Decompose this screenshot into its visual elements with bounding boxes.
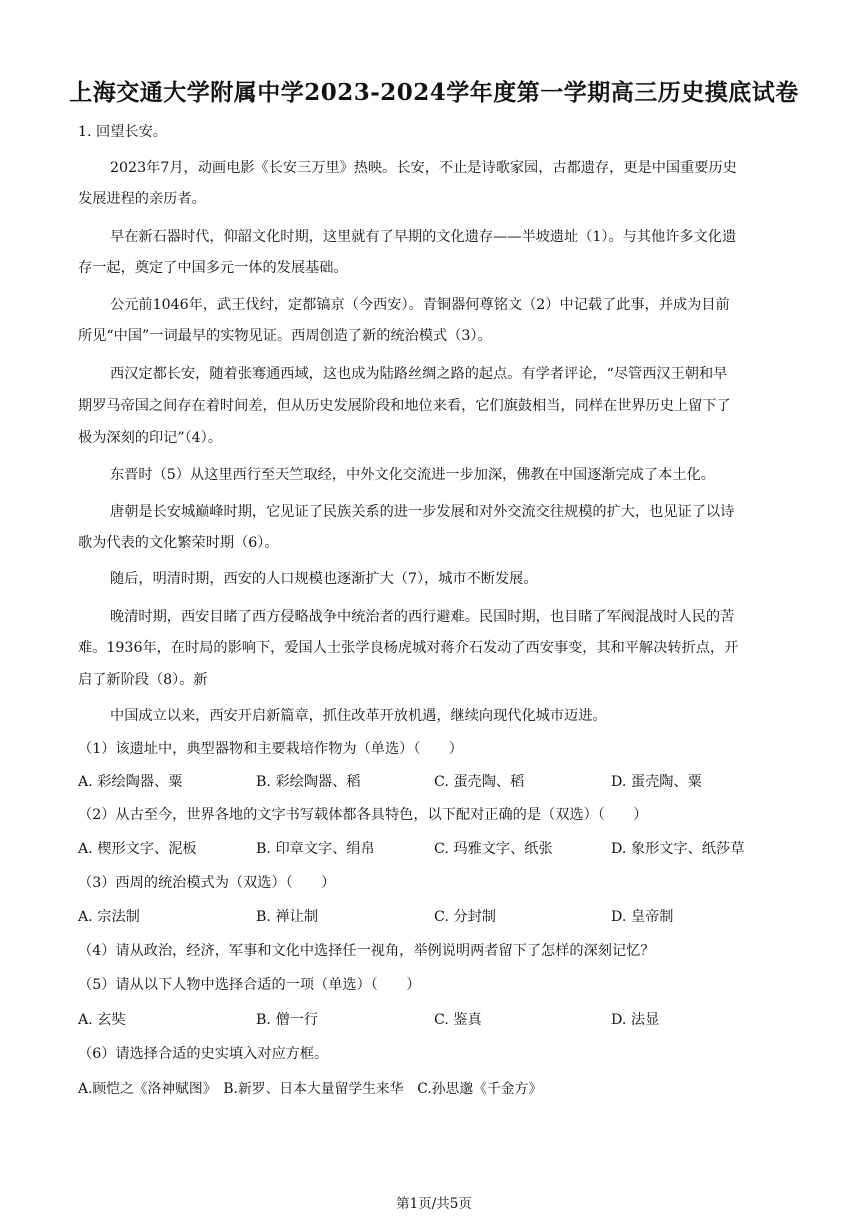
passage-line: 中国成立以来，西安开启新篇章，抓住改革开放机遇，继续向现代化城市迈进。: [110, 708, 607, 724]
option-c[interactable]: C. 玛雅文字、纸张: [434, 841, 553, 857]
passage-line: 2023年7月，动画电影《长安三万里》热映。长安，不止是诗歌家园，古都遗存，更是中国重要历史: [110, 160, 737, 176]
passage-line: 启了新阶段（8）。新: [78, 672, 208, 688]
option-c[interactable]: C. 分封制: [434, 909, 496, 925]
passage-line: 西汉定都长安，随着张骞通西域，这也成为陆路丝绸之路的起点。有学者评论，“尽管西汉王朝和早: [110, 366, 728, 382]
option-a[interactable]: A. 楔形文字、泥板: [78, 841, 197, 857]
passage-line: 期罗马帝国之间存在着时间差，但从历史发展阶段和地位来看，它们旗鼓相当，同样在世界历史上留下了: [78, 398, 731, 414]
passage-line: 歌为代表的文化繁荣时期（6）。: [78, 535, 279, 551]
question-1-stem: （1）该遗址中，典型器物和主要栽培作物为（单选）（ ）: [78, 741, 463, 757]
question-1-options: [78, 771, 798, 793]
page-title: 上海交通大学附属中学2023-2024学年度第一学期高三历史摸底试卷: [69, 79, 799, 106]
passage-line: 早在新石器时代，仰韶文化时期，这里就有了早期的文化遗存——半坡遗址（1）。与其他许多文化遗: [110, 229, 737, 245]
option-b[interactable]: B. 僧一行: [256, 1012, 319, 1028]
passage-line: 存一起，奠定了中国多元一体的发展基础。: [78, 260, 348, 276]
question-6-stem: （6）请选择合适的史实填入对应方框。: [78, 1046, 329, 1062]
option-d[interactable]: D. 法显: [611, 1012, 660, 1028]
question-heading: 1. 回望长安。: [78, 124, 167, 140]
passage-line: 极为深刻的印记”（4）。: [78, 430, 222, 446]
passage-line: 唐朝是长安城巅峰时期，它见证了民族关系的进一步发展和对外交流交往规模的扩大，也见证了以诗: [110, 504, 735, 520]
option-c[interactable]: C. 鉴真: [434, 1012, 482, 1028]
passage-line: 东晋时（5）从这里西行至天竺取经，中外文化交流进一步加深，佛教在中国逐渐完成了本土化。: [110, 467, 715, 483]
option-a[interactable]: A. 玄奘: [78, 1012, 126, 1028]
question-5-options: [78, 1009, 798, 1031]
option-b[interactable]: B. 彩绘陶器、稻: [256, 774, 361, 790]
question-4-stem: （4）请从政治，经济，军事和文化中选择任一视角，举例说明两者留下了怎样的深刻记忆？: [78, 943, 655, 959]
option-d[interactable]: D. 皇帝制: [611, 909, 674, 925]
passage-line: 随后，明清时期，西安的人口规模也逐渐扩大（7），城市不断发展。: [110, 571, 538, 587]
option-b[interactable]: B. 禅让制: [256, 909, 319, 925]
passage-line: 所见“中国”一词最早的实物见证。西周创造了新的统治模式（3）。: [78, 328, 492, 344]
option-d[interactable]: D. 象形文字、纸莎草: [611, 841, 745, 857]
passage-line: 发展进程的亲历者。: [78, 191, 206, 207]
question-2-stem: （2）从古至今，世界各地的文字书写载体都各具特色，以下配对正确的是（双选）（ ）: [78, 807, 648, 823]
passage-line: 难。1936年，在时局的影响下，爱国人士张学良杨虎城对蒋介石发动了西安事变，其和平解决转折点，开: [78, 640, 739, 656]
question-2-options: [78, 838, 798, 860]
option-a[interactable]: A. 宗法制: [78, 909, 140, 925]
option-d[interactable]: D. 蛋壳陶、粟: [611, 774, 702, 790]
question-6-choices: A.顾恺之《洛神赋图》 B.新罗、日本大量留学生来华 C.孙思邈《千金方》: [78, 1081, 543, 1097]
passage-line: 公元前1046年，武王伐纣，定都镐京（今西安）。青铜器何尊铭文（2）中记载了此事，并成为目前: [110, 297, 730, 313]
passage-line: 晚清时期，西安目睹了西方侵略战争中统治者的西行避难。民国时期，也目睹了军阀混战时人民的苦: [110, 609, 735, 625]
question-3-stem: （3）西周的统治模式为（双选）（ ）: [78, 875, 336, 891]
option-c[interactable]: C. 蛋壳陶、稻: [434, 774, 525, 790]
question-5-stem: （5）请从以下人物中选择合适的一项（单选）（ ）: [78, 977, 421, 993]
question-3-options: [78, 906, 798, 928]
option-a[interactable]: A. 彩绘陶器、粟: [78, 774, 183, 790]
option-b[interactable]: B. 印章文字、绢帛: [256, 841, 375, 857]
page-footer: 第1页/共5页: [396, 1196, 472, 1212]
